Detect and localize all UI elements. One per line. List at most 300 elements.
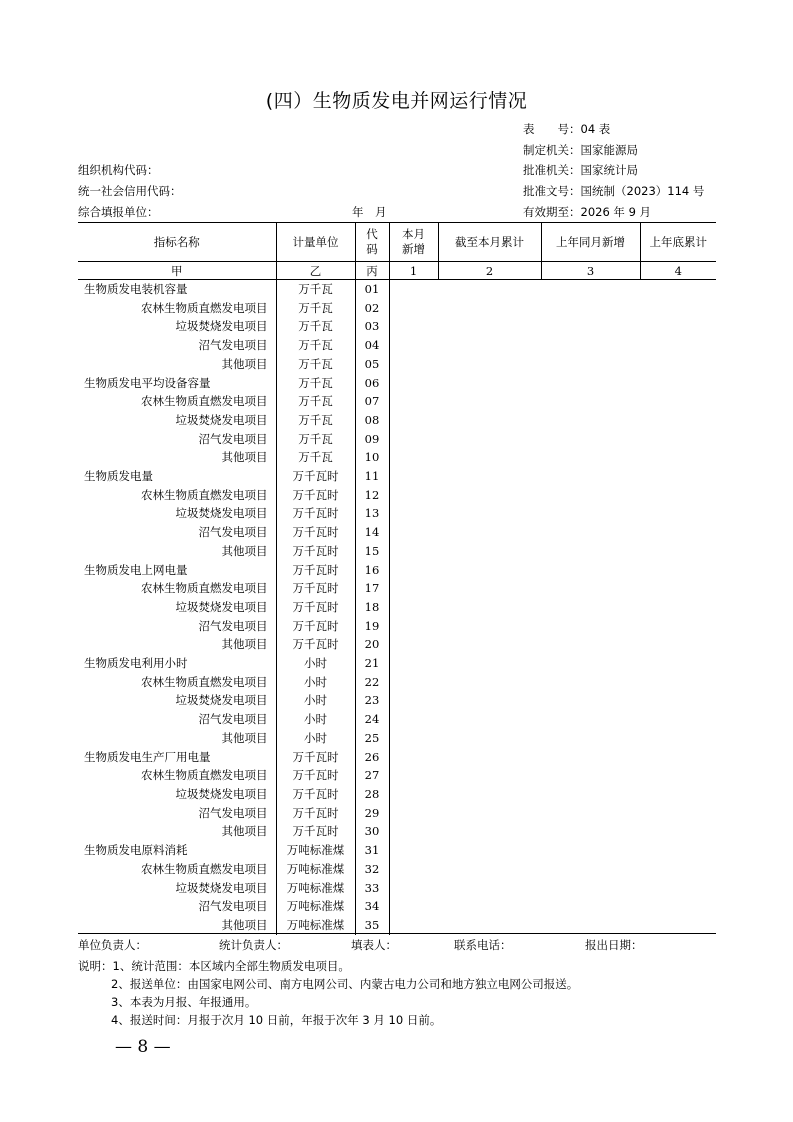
value-cell	[389, 710, 438, 729]
value-cell	[541, 654, 640, 673]
data-table	[78, 222, 716, 935]
indicator-name: 垃圾焚烧发电项目	[175, 880, 268, 895]
code-cell: 15	[355, 542, 389, 561]
value-cell	[438, 841, 541, 860]
table-row	[78, 879, 716, 898]
meta-value: 国家统计局	[580, 163, 638, 177]
unit-cell: 万千瓦	[276, 336, 355, 355]
value-cell	[389, 579, 438, 598]
value-cell	[640, 448, 716, 467]
code-cell: 05	[355, 355, 389, 374]
header-row	[78, 223, 716, 262]
value-cell	[640, 804, 716, 823]
table-row	[78, 710, 716, 729]
code-cell: 12	[355, 486, 389, 505]
meta-label: 批准文号：	[523, 184, 581, 198]
unit-cell: 万吨标准煤	[276, 860, 355, 879]
meta-label: 有效期至：	[523, 205, 581, 219]
value-cell	[438, 430, 541, 449]
indicator-name: 生物质发电装机容量	[84, 282, 188, 296]
table-row	[78, 448, 716, 467]
value-cell	[438, 411, 541, 430]
table-row	[78, 729, 716, 748]
code-cell: 10	[355, 448, 389, 467]
unit-cell: 万千瓦	[276, 299, 355, 318]
unit-cell: 万千瓦时	[276, 504, 355, 523]
value-cell	[640, 822, 716, 841]
value-cell	[438, 822, 541, 841]
indicator-name: 农林生物质直燃发电项目	[141, 581, 268, 596]
code-cell: 02	[355, 299, 389, 318]
meta-label: 制定机关：	[523, 143, 581, 157]
unit-cell: 万千瓦	[276, 411, 355, 430]
value-cell	[640, 392, 716, 411]
index-cell: 3	[541, 262, 640, 280]
value-cell	[541, 841, 640, 860]
value-cell	[389, 448, 438, 467]
index-cell: 2	[438, 262, 541, 280]
indicator-name: 生物质发电原料消耗	[84, 843, 188, 858]
value-cell	[541, 617, 640, 636]
code-cell: 08	[355, 411, 389, 430]
value-cell	[438, 374, 541, 393]
value-cell	[640, 355, 716, 374]
value-cell	[438, 617, 541, 636]
indicator-name: 农林生物质直燃发电项目	[141, 861, 268, 876]
value-cell	[389, 467, 438, 486]
value-cell	[541, 430, 640, 449]
value-cell	[640, 785, 716, 804]
value-cell	[438, 785, 541, 804]
header-cumulative: 截至本月累计	[438, 223, 541, 262]
header-month-new-line: 新增	[402, 242, 425, 256]
code-cell: 33	[355, 879, 389, 898]
code-cell: 20	[355, 635, 389, 654]
table-row	[78, 916, 716, 935]
value-cell	[438, 766, 541, 785]
code-cell: 01	[355, 280, 389, 299]
unit-cell: 小时	[276, 654, 355, 673]
code-cell: 28	[355, 785, 389, 804]
unit-cell: 万千瓦	[276, 317, 355, 336]
value-cell	[438, 673, 541, 692]
table-row	[78, 617, 716, 636]
value-cell	[389, 299, 438, 318]
unit-cell: 万千瓦时	[276, 804, 355, 823]
value-cell	[389, 691, 438, 710]
table-row	[78, 785, 716, 804]
indicator-name: 沼气发电项目	[198, 712, 268, 727]
index-cell: 4	[640, 262, 716, 280]
value-cell	[389, 916, 438, 935]
value-cell	[541, 673, 640, 692]
table-row	[78, 748, 716, 767]
code-cell: 09	[355, 430, 389, 449]
unit-cell: 万千瓦时	[276, 579, 355, 598]
value-cell	[438, 579, 541, 598]
indicator-name: 垃圾焚烧发电项目	[175, 319, 268, 334]
table-row	[78, 523, 716, 542]
code-cell: 06	[355, 374, 389, 393]
table-row	[78, 822, 716, 841]
value-cell	[640, 317, 716, 336]
value-cell	[640, 336, 716, 355]
table-row	[78, 673, 716, 692]
value-cell	[541, 486, 640, 505]
indicator-name: 生物质发电利用小时	[84, 656, 188, 671]
value-cell	[541, 561, 640, 580]
note-1: 说明：1、统计范围：本区域内全部生物质发电项目。	[78, 959, 350, 973]
code-cell: 17	[355, 579, 389, 598]
value-cell	[438, 710, 541, 729]
table-row	[78, 317, 716, 336]
table-row	[78, 336, 716, 355]
indicator-name: 垃圾焚烧发电项目	[175, 412, 268, 427]
value-cell	[541, 504, 640, 523]
value-cell	[640, 916, 716, 935]
value-cell	[389, 561, 438, 580]
unit-cell: 万千瓦	[276, 374, 355, 393]
value-cell	[389, 504, 438, 523]
value-cell	[640, 504, 716, 523]
index-cell: 丙	[355, 262, 389, 280]
value-cell	[438, 299, 541, 318]
value-cell	[640, 374, 716, 393]
meta-label: 表 号：	[523, 122, 581, 136]
code-cell: 29	[355, 804, 389, 823]
value-cell	[438, 280, 541, 299]
code-cell: 35	[355, 916, 389, 935]
value-cell	[541, 336, 640, 355]
index-cell: 1	[389, 262, 438, 280]
value-cell	[541, 785, 640, 804]
unit-cell: 万千瓦时	[276, 635, 355, 654]
unit-cell: 万吨标准煤	[276, 879, 355, 898]
table-row	[78, 355, 716, 374]
value-cell	[389, 673, 438, 692]
value-cell	[389, 411, 438, 430]
index-cell: 乙	[276, 262, 355, 280]
value-cell	[640, 729, 716, 748]
value-cell	[389, 336, 438, 355]
code-cell: 34	[355, 897, 389, 916]
code-cell: 31	[355, 841, 389, 860]
unit-cell: 万千瓦时	[276, 598, 355, 617]
value-cell	[640, 561, 716, 580]
value-cell	[438, 504, 541, 523]
value-cell	[541, 879, 640, 898]
unit-cell: 万千瓦	[276, 355, 355, 374]
value-cell	[389, 430, 438, 449]
meta-value: 国统制（2023）114 号	[580, 184, 705, 198]
unit-cell: 小时	[276, 691, 355, 710]
code-cell: 18	[355, 598, 389, 617]
table-row	[78, 635, 716, 654]
header-month-new-line: 本月	[402, 227, 425, 241]
value-cell	[541, 860, 640, 879]
table-row	[78, 579, 716, 598]
page-title: (四）生物质发电并网运行情况	[265, 90, 528, 112]
page-number: — 8 —	[115, 1037, 171, 1057]
value-cell	[438, 467, 541, 486]
phone-label: 联系电话：	[454, 938, 512, 952]
value-cell	[541, 374, 640, 393]
value-cell	[438, 561, 541, 580]
note-2: 2、报送单位：由国家电网公司、南方电网公司、内蒙古电力公司和地方独立电网公司报送。	[111, 977, 579, 991]
code-cell: 25	[355, 729, 389, 748]
value-cell	[389, 841, 438, 860]
value-cell	[389, 729, 438, 748]
indicator-name: 农林生物质直燃发电项目	[141, 394, 268, 409]
value-cell	[389, 355, 438, 374]
unit-cell: 小时	[276, 710, 355, 729]
value-cell	[541, 748, 640, 767]
value-cell	[438, 542, 541, 561]
indicator-name: 生物质发电量	[84, 469, 153, 484]
value-cell	[640, 897, 716, 916]
code-cell: 07	[355, 392, 389, 411]
value-cell	[541, 579, 640, 598]
value-cell	[640, 879, 716, 898]
value-cell	[389, 860, 438, 879]
meta-value: 04 表	[580, 122, 611, 136]
note-4: 4、报送时间：月报于次月 10 日前，年报于次年 3 月 10 日前。	[111, 1013, 442, 1027]
unit-cell: 万千瓦时	[276, 486, 355, 505]
header-code-line: 代	[366, 227, 378, 241]
indicator-name: 沼气发电项目	[198, 431, 268, 446]
indicator-name: 垃圾焚烧发电项目	[175, 599, 268, 614]
unit-cell: 万吨标准煤	[276, 841, 355, 860]
meta-approval-no	[523, 183, 704, 199]
value-cell	[389, 486, 438, 505]
value-cell	[438, 691, 541, 710]
meta-approver	[523, 162, 638, 178]
indicator-name: 沼气发电项目	[198, 805, 268, 820]
note-3: 3、本表为月报、年报通用。	[111, 995, 257, 1009]
value-cell	[640, 598, 716, 617]
indicator-name: 垃圾焚烧发电项目	[175, 786, 268, 801]
value-cell	[438, 748, 541, 767]
unit-cell: 万千瓦	[276, 430, 355, 449]
value-cell	[389, 785, 438, 804]
value-cell	[438, 860, 541, 879]
value-cell	[541, 710, 640, 729]
indicator-name: 沼气发电项目	[198, 899, 268, 914]
indicator-name: 农林生物质直燃发电项目	[141, 768, 268, 783]
table-row	[78, 804, 716, 823]
value-cell	[438, 804, 541, 823]
value-cell	[438, 336, 541, 355]
stat-head-label: 统计负责人：	[219, 938, 288, 952]
header-indicator: 指标名称	[78, 223, 276, 262]
value-cell	[640, 411, 716, 430]
value-cell	[389, 635, 438, 654]
value-cell	[541, 411, 640, 430]
unit-cell: 万千瓦时	[276, 467, 355, 486]
meta-issuer	[523, 142, 638, 158]
value-cell	[389, 598, 438, 617]
unit-cell: 万千瓦时	[276, 785, 355, 804]
table-row	[78, 561, 716, 580]
value-cell	[438, 879, 541, 898]
code-cell: 11	[355, 467, 389, 486]
header-last-year-month: 上年同月新增	[541, 223, 640, 262]
value-cell	[640, 430, 716, 449]
meta-label: 批准机关：	[523, 163, 581, 177]
value-cell	[438, 355, 541, 374]
value-cell	[541, 916, 640, 935]
indicator-name: 农林生物质直燃发电项目	[141, 300, 268, 315]
value-cell	[389, 804, 438, 823]
indicator-name: 沼气发电项目	[198, 525, 268, 540]
indicator-name: 其他项目	[221, 824, 268, 839]
value-cell	[438, 635, 541, 654]
value-cell	[438, 598, 541, 617]
header-code-line: 码	[366, 242, 378, 256]
header-unit: 计量单位	[276, 223, 355, 262]
value-cell	[640, 579, 716, 598]
table-row	[78, 411, 716, 430]
table-row	[78, 897, 716, 916]
unit-cell: 万千瓦时	[276, 617, 355, 636]
value-cell	[438, 392, 541, 411]
filler-label: 填表人：	[351, 938, 397, 952]
unit-cell: 小时	[276, 729, 355, 748]
table-row	[78, 598, 716, 617]
value-cell	[438, 897, 541, 916]
indicator-name: 其他项目	[221, 730, 268, 745]
meta-valid-until	[523, 204, 651, 220]
value-cell	[541, 897, 640, 916]
value-cell	[389, 748, 438, 767]
value-cell	[541, 542, 640, 561]
value-cell	[541, 467, 640, 486]
value-cell	[541, 448, 640, 467]
value-cell	[389, 523, 438, 542]
value-cell	[389, 766, 438, 785]
value-cell	[438, 523, 541, 542]
indicator-name: 沼气发电项目	[198, 338, 268, 353]
unit-cell: 万千瓦时	[276, 822, 355, 841]
value-cell	[389, 317, 438, 336]
code-cell: 22	[355, 673, 389, 692]
table-row	[78, 542, 716, 561]
code-cell: 23	[355, 691, 389, 710]
code-cell: 03	[355, 317, 389, 336]
header-last-year-end: 上年底累计	[640, 223, 716, 262]
unit-cell: 万吨标准煤	[276, 916, 355, 935]
meta-value: 2026 年 9 月	[580, 205, 652, 219]
value-cell	[438, 729, 541, 748]
value-cell	[541, 355, 640, 374]
unit-cell: 小时	[276, 673, 355, 692]
value-cell	[640, 486, 716, 505]
value-cell	[541, 598, 640, 617]
value-cell	[640, 748, 716, 767]
value-cell	[438, 916, 541, 935]
code-cell: 32	[355, 860, 389, 879]
code-cell: 19	[355, 617, 389, 636]
header-code	[355, 223, 389, 262]
table-row	[78, 374, 716, 393]
value-cell	[640, 542, 716, 561]
value-cell	[389, 879, 438, 898]
indicator-name: 其他项目	[221, 450, 268, 465]
code-cell: 16	[355, 561, 389, 580]
value-cell	[640, 523, 716, 542]
value-cell	[438, 317, 541, 336]
code-cell: 26	[355, 748, 389, 767]
value-cell	[640, 617, 716, 636]
table-row	[78, 299, 716, 318]
table-row	[78, 766, 716, 785]
value-cell	[541, 299, 640, 318]
value-cell	[389, 822, 438, 841]
table-row	[78, 392, 716, 411]
code-cell: 30	[355, 822, 389, 841]
value-cell	[640, 673, 716, 692]
value-cell	[389, 392, 438, 411]
indicator-name: 垃圾焚烧发电项目	[175, 693, 268, 708]
indicator-name: 其他项目	[221, 356, 268, 371]
value-cell	[438, 448, 541, 467]
table-row	[78, 504, 716, 523]
value-cell	[389, 897, 438, 916]
value-cell	[389, 654, 438, 673]
value-cell	[541, 766, 640, 785]
unit-cell: 万千瓦	[276, 280, 355, 299]
code-cell: 24	[355, 710, 389, 729]
value-cell	[541, 691, 640, 710]
code-cell: 14	[355, 523, 389, 542]
value-cell	[640, 841, 716, 860]
value-cell	[541, 804, 640, 823]
value-cell	[541, 729, 640, 748]
code-cell: 21	[355, 654, 389, 673]
date-label: 报出日期：	[585, 938, 643, 952]
table-bottom-rule	[78, 933, 716, 934]
meta-value: 国家能源局	[580, 143, 638, 157]
table-row	[78, 486, 716, 505]
indicator-name: 垃圾焚烧发电项目	[175, 506, 268, 521]
value-cell	[640, 654, 716, 673]
value-cell	[541, 523, 640, 542]
unit-cell: 万千瓦时	[276, 748, 355, 767]
indicator-name: 沼气发电项目	[198, 618, 268, 633]
value-cell	[541, 317, 640, 336]
index-row	[78, 262, 716, 280]
value-cell	[640, 299, 716, 318]
table-row	[78, 430, 716, 449]
code-cell: 04	[355, 336, 389, 355]
table-row	[78, 467, 716, 486]
meta-table-no	[523, 121, 610, 137]
table-row	[78, 860, 716, 879]
unit-cell: 万千瓦时	[276, 542, 355, 561]
unit-cell: 万千瓦	[276, 448, 355, 467]
value-cell	[640, 860, 716, 879]
value-cell	[541, 280, 640, 299]
indicator-name: 农林生物质直燃发电项目	[141, 674, 268, 689]
indicator-name: 农林生物质直燃发电项目	[141, 487, 268, 502]
indicator-name: 其他项目	[221, 543, 268, 558]
table-row	[78, 654, 716, 673]
value-cell	[541, 635, 640, 654]
unit-cell: 万千瓦时	[276, 766, 355, 785]
code-cell: 27	[355, 766, 389, 785]
value-cell	[438, 486, 541, 505]
value-cell	[389, 617, 438, 636]
